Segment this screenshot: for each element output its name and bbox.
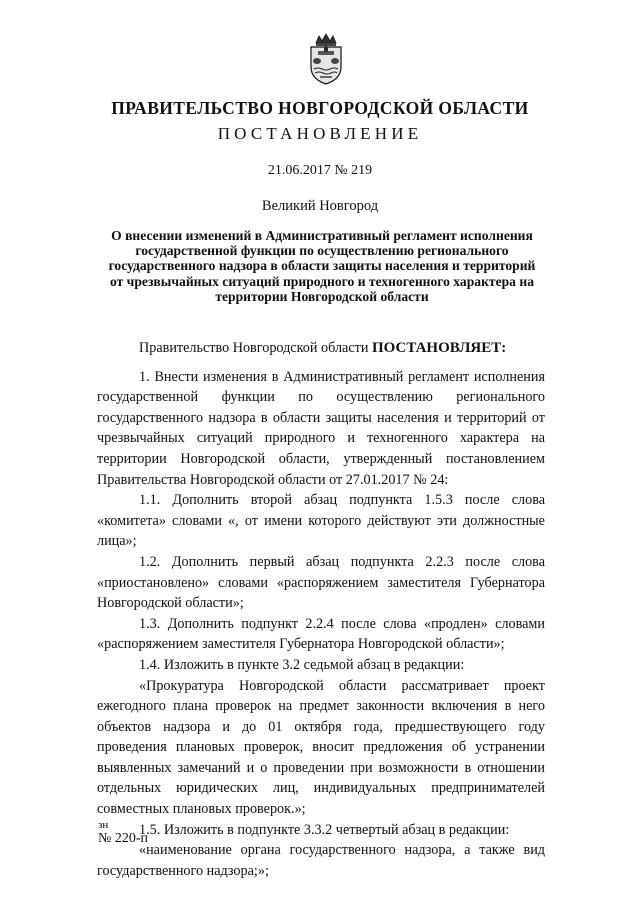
executor-initials: зн — [98, 819, 109, 831]
government-name: ПРАВИТЕЛЬСТВО НОВГОРОДСКОЙ ОБЛАСТИ — [111, 98, 529, 118]
decree-line — [97, 338, 545, 359]
footer — [98, 818, 148, 846]
novgorod-coat-of-arms-icon — [305, 33, 347, 85]
title-line: от чрезвычайных ситуаций природного и техногенного характера на — [109, 273, 535, 289]
date-number: 21.06.2017 № 219 — [267, 163, 373, 178]
paragraph-quote-2: «наименование органа государственного надзора, а также вид государственного надзора;»; — [97, 842, 545, 879]
title-line: О внесении изменений в Административный регламент исполнения — [111, 228, 533, 243]
city: Великий Новгород — [261, 198, 379, 214]
paragraph-1: 1. Внести изменения в Административный регламент исполнения государственной функции по осуществлению регионального государственного надзора в области защиты населения и территорий от чрезвычайных ситуаций природного и техногенного характера на территории Новгородской области, утвержденный постановлением Правительства Новгородской области от 27.01.2017 № 24: — [97, 368, 545, 488]
paragraph-1-5: 1.5. Изложить в подпункте 3.3.2 четвертый абзац в редакции: — [139, 821, 510, 838]
document-title — [100, 228, 544, 304]
paragraph-quote-1: «Прокуратура Новгородской области рассматривает проект ежегодного плана проверок на предмет законности включения в него объектов надзора и до 01 октября года, предшествующего году проведения плановых проверок, вносит предложения об устранении выявленных замечаний и о проведении при возможности в отношении отдельных юридических лиц, индивидуальных предпринимателей совместных плановых проверок.»; — [97, 677, 545, 818]
paragraph-1-2: 1.2. Дополнить первый абзац подпункта 2.2.3 после слова «приостановлено» словами «распоряжением заместителя Губернатора Новгородской области»; — [97, 553, 545, 612]
paragraph-1-3: 1.3. Дополнить подпункт 2.2.4 после слова «продлен» словами «распоряжением заместителя Губернатора Новгородской области»; — [97, 615, 545, 653]
title-line: территории Новгородской области — [215, 288, 429, 304]
registration-number: № 220-п — [98, 831, 149, 846]
title-line: государственной функции по осуществлению регионального — [135, 243, 509, 259]
decree-prefix: Правительство Новгородской области — [139, 340, 372, 356]
paragraph-1-1: 1.1. Дополнить второй абзац подпункта 1.5.3 после слова «комитета» словами «, от имени которого действуют эти должностные лица»; — [97, 492, 545, 550]
document-body — [97, 338, 545, 881]
paragraph-1-4: 1.4. Изложить в пункте 3.2 седьмой абзац в редакции: — [139, 656, 465, 673]
decree-keyword: ПОСТАНОВЛЯЕТ: — [371, 340, 507, 356]
document-type: ПОСТАНОВЛЕНИЕ — [217, 124, 423, 143]
title-line: государственного надзора в области защиты населения и территорий — [108, 258, 536, 274]
